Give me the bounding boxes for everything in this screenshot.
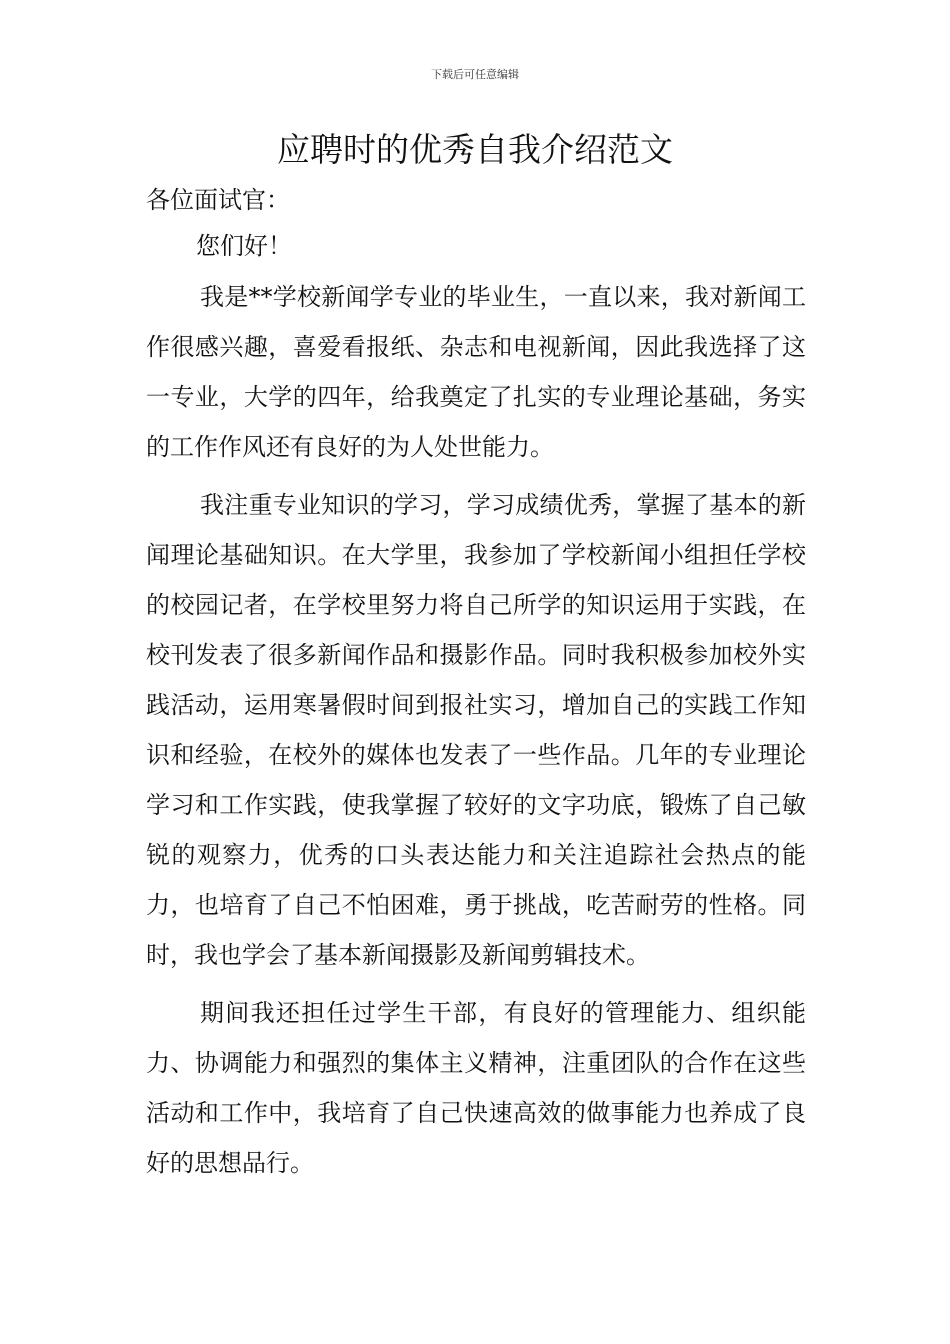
paragraph-3: 期间我还担任过学生干部，有良好的管理能力、组织能力、协调能力和强烈的集体主义精神，注重团队的合作在这些活动和工作中，我培育了自己快速高效的做事能力也养成了良好的思想品行。 [146, 999, 806, 1177]
header-note: 下载后可任意编辑 [431, 68, 519, 81]
paragraph-1: 我是**学校新闻学专业的毕业生，一直以来，我对新闻工作很感兴趣，喜爱看报纸、杂志和电视新闻，因此我选择了这一专业，大学的四年，给我奠定了扎实的专业理论基础，务实的工作作风还有良好的为人处世能力。 [146, 283, 806, 461]
document-body [146, 178, 806, 1196]
paragraph-2: 我注重专业知识的学习，学习成绩优秀，掌握了基本的新闻理论基础知识。在大学里，我参加了学校新闻小组担任学校的校园记者，在学校里努力将自己所学的知识运用于实践，在校刊发表了很多新闻作品和摄影作品。同时我积极参加校外实践活动，运用寒暑假时间到报社实习，增加自己的实践工作知识和经验，在校外的媒体也发表了一些作品。几年的专业理论学习和工作实践，使我掌握了较好的文字功底，锻炼了自己敏锐的观察力，优秀的口头表达能力和关注追踪社会热点的能力，也培育了自己不怕困难，勇于挑战，吃苦耐劳的性格。同时，我也学会了基本新闻摄影及新闻剪辑技术。 [146, 491, 806, 969]
greeting: 各位面试官： [146, 186, 290, 214]
document-title: 应聘时的优秀自我介绍范文 [277, 130, 673, 169]
salutation: 您们好！ [196, 232, 292, 260]
